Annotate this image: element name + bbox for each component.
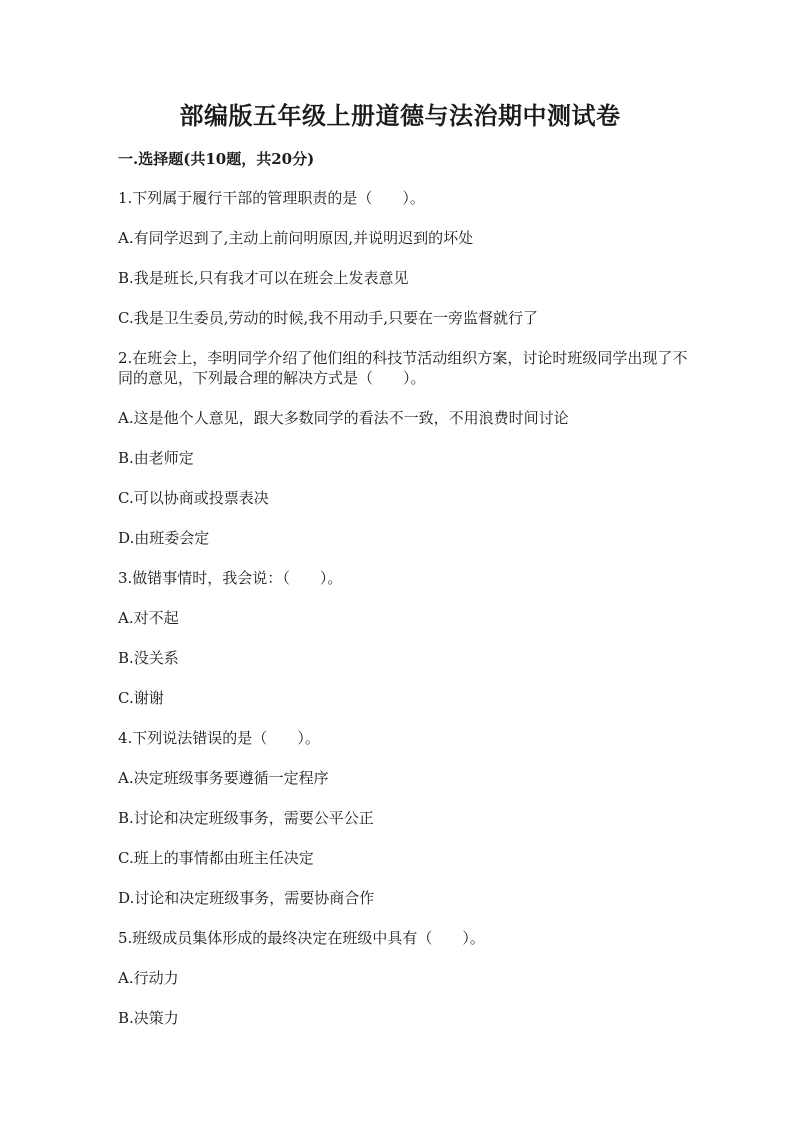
question-4-option-c: C.班上的事情都由班主任决定 [118, 849, 314, 867]
question-list [118, 188, 700, 1048]
question-3-option-a: A.对不起 [118, 609, 179, 627]
section-heading: 一.选择题(共10题，共20分) [118, 150, 315, 168]
question-1-option-c: C.我是卫生委员,劳动的时候,我不用动手,只要在一旁监督就行了 [118, 309, 539, 327]
page-title: 部编版五年级上册道德与法治期中测试卷 [179, 101, 621, 130]
question-2-option-a: A.这是他个人意见，跟大多数同学的看法不一致，不用浪费时间讨论 [118, 409, 569, 427]
question-2-option-c: C.可以协商或投票表决 [118, 489, 269, 507]
question-2-option-b: B.由老师定 [118, 449, 194, 467]
question-3-option-b: B.没关系 [118, 649, 179, 667]
question-3-option-c: C.谢谢 [118, 689, 164, 707]
question-2-option-d: D.由班委会定 [118, 529, 210, 547]
question-1-option-b: B.我是班长,只有我才可以在班会上发表意见 [118, 269, 409, 287]
question-3: 3.做错事情时，我会说：（ ）。 [118, 569, 343, 587]
question-4-option-d: D.讨论和决定班级事务，需要协商合作 [118, 889, 375, 907]
question-1-option-a: A.有同学迟到了,主动上前问明原因,并说明迟到的坏处 [118, 229, 474, 247]
question-4-option-b: B.讨论和决定班级事务，需要公平公正 [118, 809, 374, 827]
question-1: 1.下列属于履行干部的管理职责的是（ ）。 [118, 189, 425, 207]
question-4: 4.下列说法错误的是（ ）。 [118, 729, 320, 747]
question-2: 2.在班会上，李明同学介绍了他们组的科技节活动组织方案，讨论时班级同学出现了不同的意见，下列最合理的解决方式是（ ）。 [118, 349, 688, 387]
question-5: 5.班级成员集体形成的最终决定在班级中具有（ ）。 [118, 929, 485, 947]
question-5-option-b: B.决策力 [118, 1009, 179, 1027]
question-5-option-a: A.行动力 [118, 969, 179, 987]
question-4-option-a: A.决定班级事务要遵循一定程序 [118, 769, 329, 787]
